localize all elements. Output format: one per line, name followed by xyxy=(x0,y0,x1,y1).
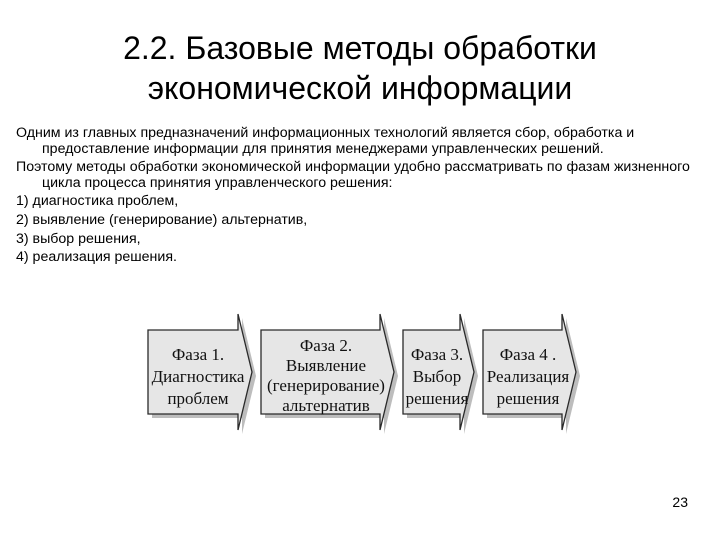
phase-4-line-3: решения xyxy=(496,389,560,408)
list-item: 3) выбор решения, xyxy=(16,230,141,247)
phase-arrow-4 xyxy=(483,314,580,434)
phase-3-line-3: решения xyxy=(405,389,469,408)
phase-1-line-2: Диагностика xyxy=(151,367,245,386)
phase-3-line-2: Выбор xyxy=(412,367,462,386)
phase-2-line-3: (генерирование) xyxy=(267,376,385,395)
list-item: 4) реализация решения. xyxy=(16,249,177,266)
slide-title-line-1: 2.2. Базовые методы обработки xyxy=(123,30,597,66)
phase-1-line-1: Фаза 1. xyxy=(171,345,225,364)
page-number: 23 xyxy=(672,494,688,510)
phase-4-line-2: Реализация xyxy=(486,367,570,386)
phase-4-line-1: Фаза 4 . xyxy=(499,345,557,364)
phase-1-line-3: проблем xyxy=(167,389,229,408)
phase-3-line-1: Фаза 3. xyxy=(410,345,464,364)
phase-2-line-1: Фаза 2. xyxy=(299,336,353,355)
slide-body xyxy=(16,126,696,266)
phase-arrow-1 xyxy=(148,314,256,434)
list-item: 2) выявление (генерирование) альтернатив, xyxy=(16,211,308,228)
phase-diagram xyxy=(130,312,600,444)
phase-2-line-2: Выявление xyxy=(285,356,367,375)
slide-title-line-2: экономической информации xyxy=(147,70,573,106)
intro-paragraph: Одним из главных предназначений информационных технологий является сбор, обработка и предоставление информации для принятия менеджерами управленческих решений. xyxy=(16,125,635,157)
slide-title xyxy=(60,28,660,108)
phase-arrow-2 xyxy=(261,314,398,434)
phase-arrow-3 xyxy=(403,314,478,434)
phase-2-line-4: альтернатив xyxy=(282,396,370,415)
list-item: 1) диагностика проблем, xyxy=(16,193,179,210)
methods-paragraph: Поэтому методы обработки экономической информации удобно рассматривать по фазам жизненного цикла процесса принятия управленческого решения: xyxy=(16,159,690,191)
